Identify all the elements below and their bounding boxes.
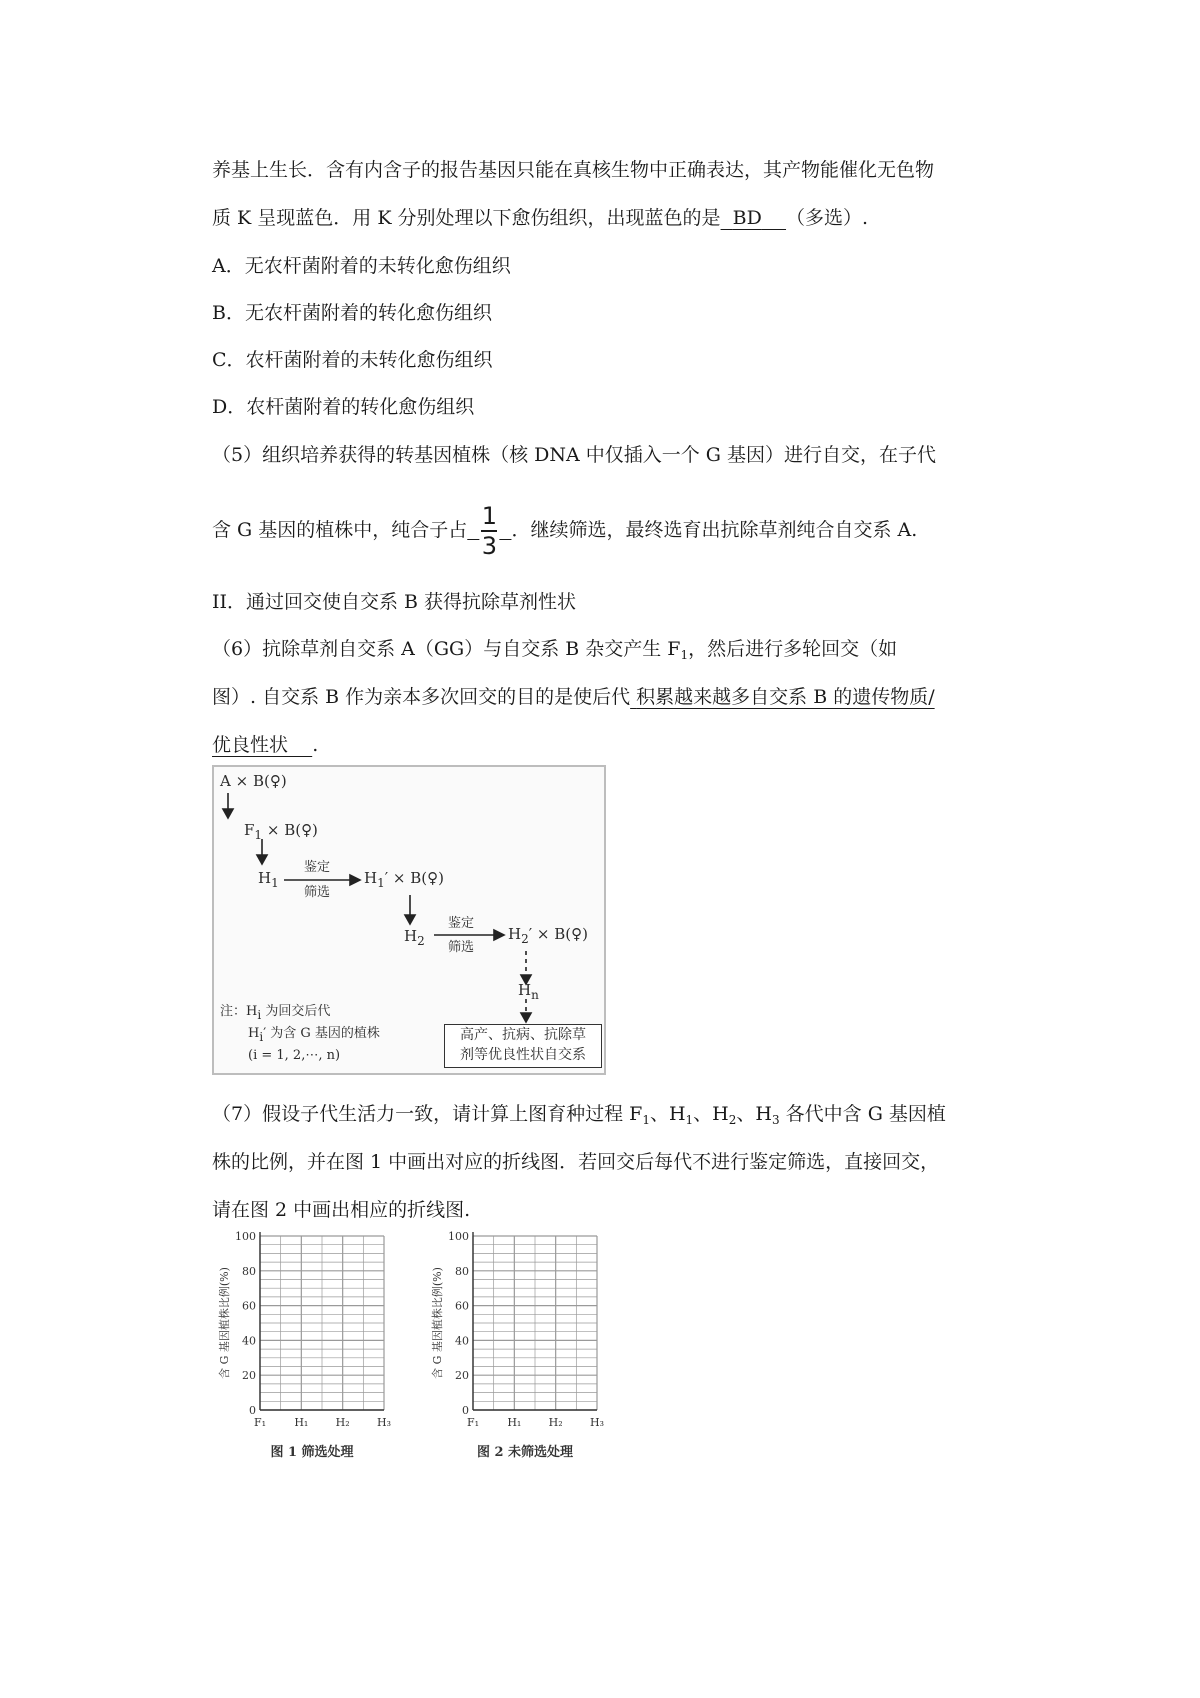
q7-s1: 1 <box>642 1113 650 1127</box>
chart-title: 图 2 未筛选处理 <box>476 1445 574 1460</box>
chart-x-tick-label: H₁ <box>294 1416 309 1429</box>
flow-label-screen-1: 筛选 <box>304 885 331 900</box>
flow-b-1: B(♀) <box>252 772 287 790</box>
flow-note-2-b: ′ 为含 G 基因的植株 <box>263 1026 380 1041</box>
flow-f: F <box>244 821 255 839</box>
backcross-flow-diagram <box>212 765 606 1075</box>
chart-y-label: 含 G 基因植株比例(%) <box>218 1267 231 1379</box>
section-ii-heading: II．通过回交使自交系 B 获得抗除草剂性状 <box>212 591 577 613</box>
answer-blank-q6 <box>630 686 935 708</box>
text-line-2-suffix: （多选）. <box>786 207 869 229</box>
arrow-head-5 <box>494 930 504 940</box>
question-6-line-1 <box>212 637 897 667</box>
question-6-line-1-b: ，然后进行多轮回交（如 <box>688 638 898 660</box>
flow-note-1-a: 注：H <box>220 1004 258 1019</box>
flow-cross-4: × <box>536 925 550 943</box>
chart-y-tick-label: 60 <box>455 1299 469 1313</box>
question-7-line-2: 株的比例，并在图 1 中画出对应的折线图．若回交后每代不进行鉴定筛选，直接回交， <box>212 1151 940 1173</box>
chart-y-tick-label: 80 <box>455 1264 469 1278</box>
text-line-2-prefix: 质 K 呈现蓝色．用 K 分别处理以下愈伤组织，出现蓝色的是 <box>212 207 721 229</box>
arrow-head-3 <box>350 875 360 885</box>
text-line-1: 养基上生长．含有内含子的报告基因只能在真核生物中正确表达，其产物能催化无色物 <box>212 159 935 181</box>
chart-x-tick-label: H₁ <box>507 1416 522 1429</box>
flow-cross-1: × <box>235 772 249 790</box>
q7-s4: 3 <box>771 1113 780 1127</box>
flow-output-line-1: 高产、抗病、抗除草 <box>460 1027 586 1043</box>
answer-blank-fraction <box>467 502 511 560</box>
flow-row-3-right <box>364 869 444 892</box>
chart-y-tick-label: 100 <box>235 1230 256 1243</box>
flow-h2 <box>404 927 425 950</box>
option-d: D．农杆菌附着的转化愈伤组织 <box>212 396 475 418</box>
flow-b-4: B(♀) <box>554 925 588 943</box>
flow-label-screen-2: 筛选 <box>448 940 475 955</box>
chart-y-tick-label: 20 <box>455 1369 469 1383</box>
flow-h2p-prime: ′ <box>528 925 533 943</box>
question-6-line-3-suffix: . <box>312 734 319 756</box>
chart-title: 图 1 筛选处理 <box>270 1445 354 1460</box>
flow-note-1-sub: i <box>257 1008 262 1022</box>
chart-y-tick-label: 40 <box>242 1334 256 1348</box>
answer-fraction <box>481 502 497 560</box>
flow-row-1 <box>220 772 287 790</box>
chart-fig-2 <box>425 1228 615 1464</box>
question-5-line-1: （5）组织培养获得的转基因植株（核 DNA 中仅插入一个 G 基因）进行自交，在子代 <box>212 444 937 466</box>
flow-note-2-sub: i <box>259 1030 264 1044</box>
flow-output-box <box>444 1024 602 1068</box>
flow-label-identify-2: 鉴定 <box>448 916 475 931</box>
question-5-line-2-suffix: ．继续筛选，最终选育出抗除草剂纯合自交系 A. <box>511 519 918 541</box>
question-6-line-1-a: （6）抗除草剂自交系 A（GG）与自交系 B 杂交产生 F <box>212 638 681 660</box>
question-6-line-2 <box>212 685 935 709</box>
chart-y-tick-label: 60 <box>242 1299 256 1313</box>
chart-x-tick-label: F₁ <box>466 1416 480 1429</box>
flow-a: A <box>220 772 231 790</box>
chart-fig-1 <box>212 1228 402 1464</box>
flow-note-1 <box>220 1003 330 1024</box>
question-7-line-3: 请在图 2 中画出相应的折线图. <box>212 1199 471 1221</box>
answer-bd: BD <box>732 207 762 229</box>
flow-h1p-letter: H <box>364 869 378 887</box>
flow-note-2 <box>248 1025 380 1046</box>
flow-row-2 <box>244 821 318 844</box>
chart-y-tick-label: 0 <box>462 1404 469 1417</box>
q7-c: 、H <box>693 1103 729 1125</box>
q7-s2: 1 <box>685 1113 694 1127</box>
flow-cross-3: × <box>392 869 406 887</box>
flow-hn-letter: H <box>518 981 532 999</box>
question-6-line-3 <box>212 733 318 757</box>
flow-h2-letter: H <box>404 927 418 945</box>
chart-x-tick-label: F₁ <box>253 1416 267 1429</box>
q7-a: （7）假设子代生活力一致，请计算上图育种过程 F <box>212 1103 643 1125</box>
question-5-line-2 <box>212 500 917 560</box>
chart-y-tick-label: 80 <box>242 1264 256 1278</box>
text-line-2 <box>212 206 868 230</box>
flow-row-4-right <box>508 925 588 948</box>
flow-b-2: B(♀) <box>284 821 318 839</box>
chart-x-tick-label: H₂ <box>548 1416 563 1429</box>
question-6-line-2-prefix: 图）. 自交系 B 作为亲本多次回交的目的是使后代 <box>212 686 631 708</box>
chart-y-label: 含 G 基因植株比例(%) <box>431 1267 444 1379</box>
chart-x-tick-label: H₃ <box>589 1416 605 1429</box>
flow-h1p-prime: ′ <box>384 869 389 887</box>
arrow-head-2 <box>257 855 267 864</box>
chart-fig-2-svg <box>425 1228 615 1464</box>
flow-note-1-b: 为回交后代 <box>261 1004 331 1019</box>
chart-y-tick-label: 20 <box>242 1369 256 1383</box>
arrow-head-1 <box>223 809 233 818</box>
flow-b-3: B(♀) <box>410 869 444 887</box>
answer-q6-part2: 优良性状 <box>212 734 289 756</box>
flow-h2p-sub: 2 <box>521 932 529 946</box>
chart-y-tick-label: 40 <box>455 1334 469 1348</box>
chart-x-tick-label: H₂ <box>335 1416 350 1429</box>
flow-note-3: (i = 1, 2,⋯, n) <box>248 1048 341 1063</box>
fraction-numerator: 1 <box>481 502 497 531</box>
question-6-subscript: 1 <box>680 648 689 662</box>
option-c: C．农杆菌附着的未转化愈伤组织 <box>212 349 493 371</box>
flow-h2p-letter: H <box>508 925 522 943</box>
flow-label-identify-1: 鉴定 <box>304 860 331 875</box>
q7-e: 各代中含 G 基因植 <box>779 1103 946 1125</box>
flow-hn-sub: n <box>531 988 539 1002</box>
flow-hn <box>518 981 539 1004</box>
flow-h1-letter: H <box>258 869 272 887</box>
chart-x-tick-label: H₃ <box>376 1416 392 1429</box>
flow-cross-2: × <box>266 821 280 839</box>
answer-blank-bd <box>721 207 786 229</box>
flow-h1 <box>258 869 279 892</box>
flow-h1p-sub: 1 <box>377 876 385 890</box>
fraction-denominator: 3 <box>481 531 497 560</box>
flow-note-2-a: H <box>248 1026 260 1041</box>
arrow-head-7 <box>521 1013 531 1022</box>
question-5-line-2-prefix: 含 G 基因的植株中，纯合子占 <box>212 519 468 541</box>
answer-blank-q6-cont <box>212 734 312 756</box>
chart-y-tick-label: 100 <box>448 1230 469 1243</box>
q7-b: 、H <box>649 1103 686 1125</box>
flow-h2-sub: 2 <box>417 934 425 948</box>
option-a: A．无农杆菌附着的未转化愈伤组织 <box>212 255 511 277</box>
question-7-line-1 <box>212 1102 946 1132</box>
flow-h1-sub: 1 <box>271 876 279 890</box>
q7-s3: 2 <box>728 1113 737 1127</box>
flow-f-sub: 1 <box>254 828 263 842</box>
chart-fig-1-svg <box>212 1228 402 1464</box>
option-b: B．无农杆菌附着的转化愈伤组织 <box>212 302 492 324</box>
arrow-head-4 <box>405 915 415 924</box>
q7-d: 、H <box>736 1103 772 1125</box>
chart-y-tick-label: 0 <box>249 1404 256 1417</box>
answer-q6-part1: 积累越来越多自交系 B 的遗传物质/ <box>636 686 935 708</box>
flow-output-line-2: 剂等优良性状自交系 <box>460 1047 586 1063</box>
